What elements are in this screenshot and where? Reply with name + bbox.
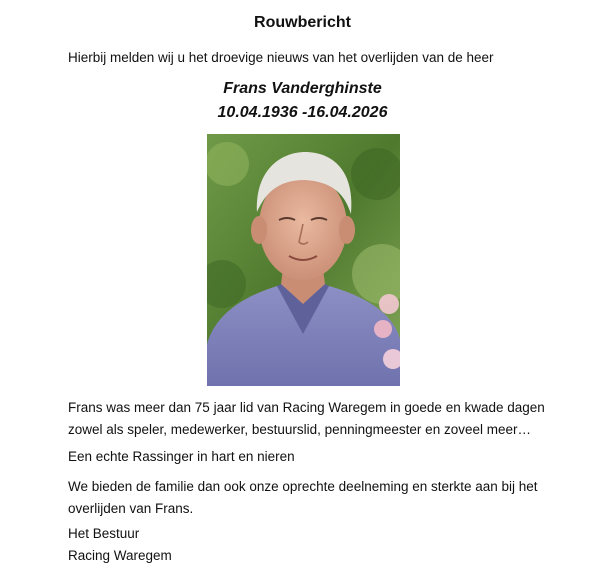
signature-line-1: Het Bestuur [68,526,140,541]
membership-line-1: Frans was meer dan 75 jaar lid van Racing Waregem in goede en kwade dagen [68,400,545,415]
condolence-paragraph [68,476,538,520]
tribute-line: Een echte Rassinger in hart en nieren [68,449,295,464]
condolence-line-2: overlijden van Frans. [68,501,194,516]
signature-block [68,523,172,567]
portrait-illustration [207,134,400,386]
portrait-photo [207,134,400,386]
page-title: Rouwbericht [254,14,351,31]
condolence-line-1: We bieden de familie dan ook onze oprechte deelneming en sterkte aan bij het [68,479,538,494]
membership-line-2: zowel als speler, medewerker, bestuurslid, penningmeester en zoveel meer… [68,422,531,437]
intro-text: Hierbij melden wij u het droevige nieuws van het overlijden van de heer [68,50,494,65]
life-dates: 10.04.1936 -16.04.2026 [217,104,388,121]
membership-paragraph [68,397,545,441]
deceased-name: Frans Vanderghinste [223,80,382,97]
signature-line-2: Racing Waregem [68,548,172,563]
